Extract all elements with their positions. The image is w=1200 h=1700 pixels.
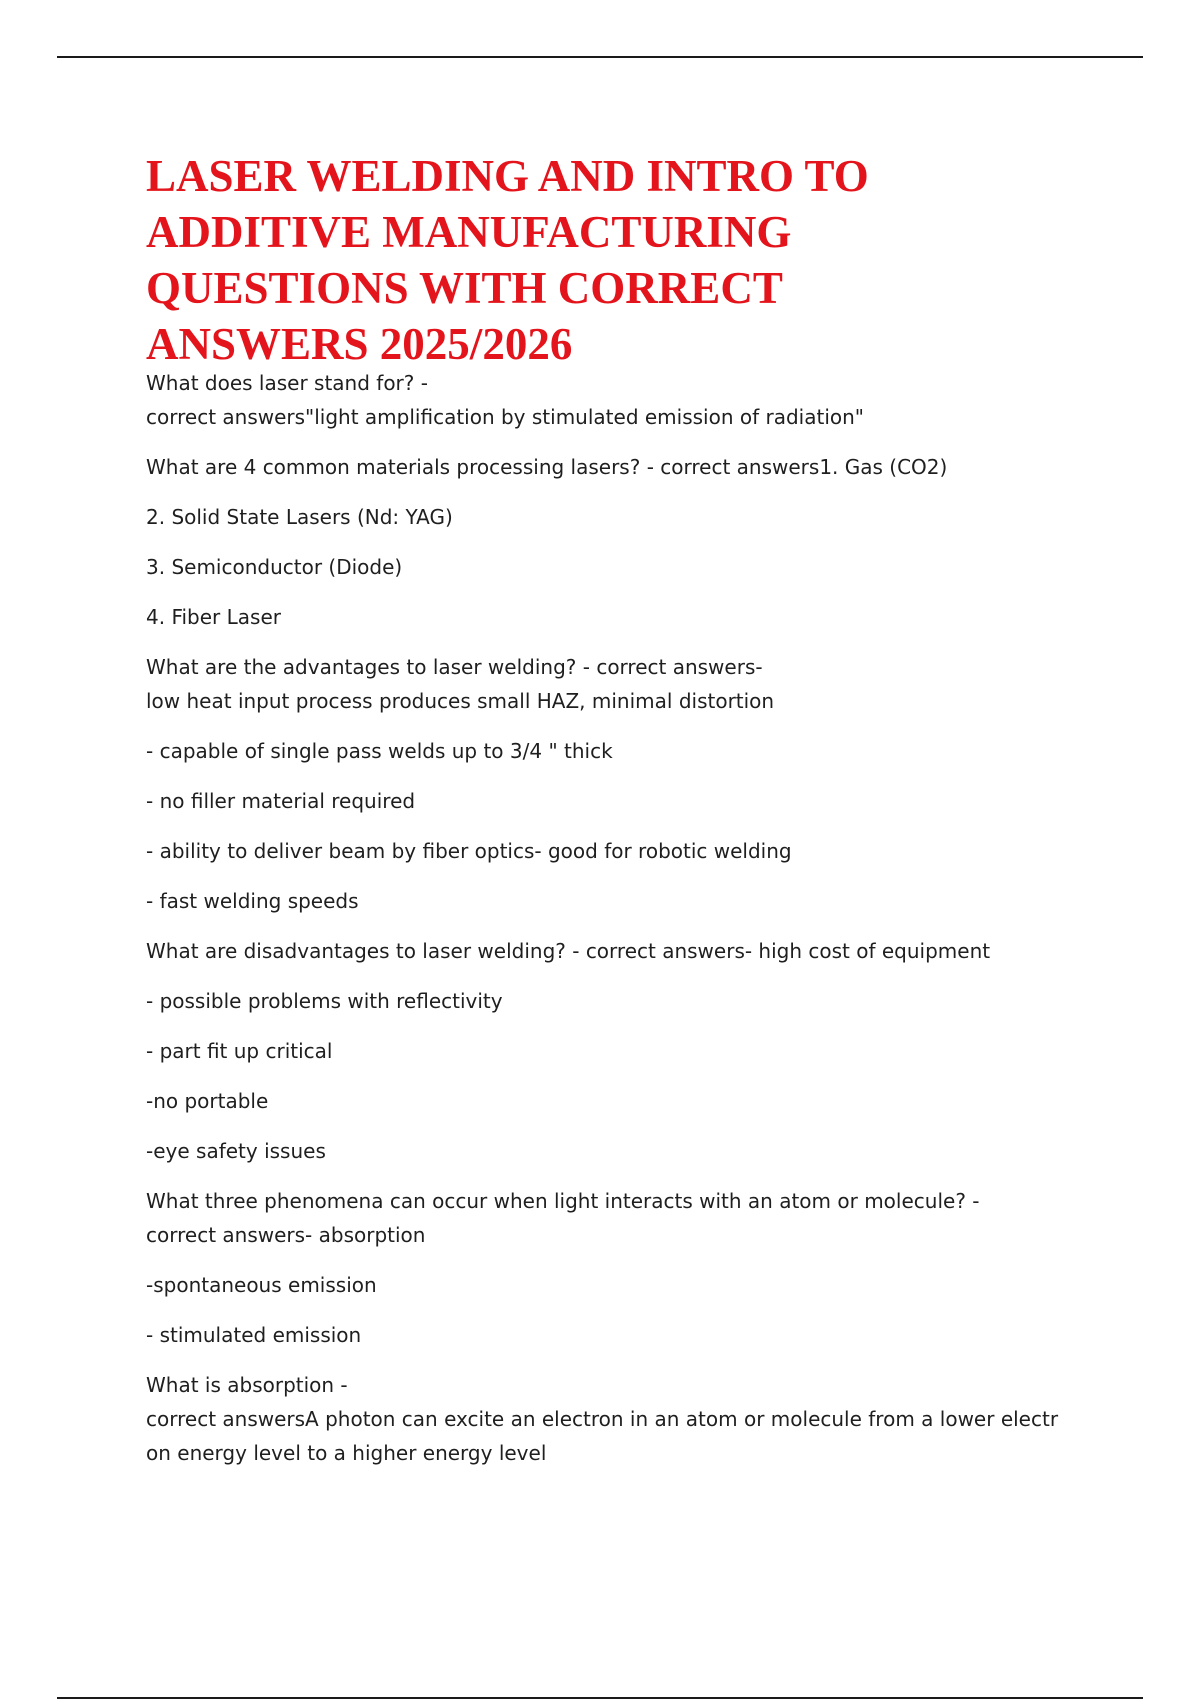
text-line: What are disadvantages to laser welding? - correct answers- high cost of equipment [146, 939, 991, 963]
qa-entry [146, 934, 1086, 968]
text-line: -no portable [146, 1089, 269, 1113]
title-line: ADDITIVE MANUFACTURING [146, 207, 792, 257]
text-line: 2. Solid State Lasers (Nd: YAG) [146, 505, 453, 529]
text-line: What three phenomena can occur when light interacts with an atom or molecule? - [146, 1189, 980, 1213]
text-line: - capable of single pass welds up to 3/4 " thick [146, 739, 613, 763]
text-line: - part fit up critical [146, 1039, 333, 1063]
text-line: - no filler material required [146, 789, 416, 813]
qa-entry [146, 1034, 1086, 1068]
qa-entry [146, 734, 1086, 768]
qa-entry [146, 984, 1086, 1018]
qa-entry [146, 784, 1086, 818]
text-line: -eye safety issues [146, 1139, 326, 1163]
qa-entry [146, 884, 1086, 918]
qa-entry [146, 500, 1086, 534]
text-line: - possible problems with reflectivity [146, 989, 503, 1013]
text-line: correct answersA photon can excite an electron in an atom or molecule from a lower electr [146, 1407, 1059, 1431]
title-line: ANSWERS 2025/2026 [146, 319, 573, 369]
text-line: -spontaneous emission [146, 1273, 377, 1297]
qa-entry [146, 650, 1086, 718]
qa-entry [146, 450, 1086, 484]
qa-entry [146, 600, 1086, 634]
text-line: What are 4 common materials processing lasers? - correct answers1. Gas (CO2) [146, 455, 948, 479]
qa-entry [146, 366, 1086, 434]
qa-entry [146, 1134, 1086, 1168]
qa-entry [146, 1368, 1086, 1470]
text-line: correct answers- absorption [146, 1223, 426, 1247]
text-line: correct answers"light amplification by stimulated emission of radiation" [146, 405, 865, 429]
text-line: on energy level to a higher energy level [146, 1441, 547, 1465]
text-line: What does laser stand for? - [146, 371, 428, 395]
text-line: 4. Fiber Laser [146, 605, 281, 629]
text-line: 3. Semiconductor (Diode) [146, 555, 403, 579]
qa-entry [146, 1268, 1086, 1302]
text-line: What are the advantages to laser welding? - correct answers- [146, 655, 763, 679]
qa-entry [146, 1318, 1086, 1352]
bottom-rule [57, 1697, 1143, 1699]
title-line: QUESTIONS WITH CORRECT [146, 263, 783, 313]
text-line: - stimulated emission [146, 1323, 362, 1347]
top-rule [57, 56, 1143, 58]
qa-entry [146, 834, 1086, 868]
qa-entry [146, 1084, 1086, 1118]
text-line: - fast welding speeds [146, 889, 359, 913]
text-line: What is absorption - [146, 1373, 348, 1397]
title-line: LASER WELDING AND INTRO TO [146, 151, 869, 201]
qa-entry [146, 1184, 1086, 1252]
text-line: low heat input process produces small HAZ, minimal distortion [146, 689, 775, 713]
document-body [146, 366, 1086, 1486]
qa-entry [146, 550, 1086, 584]
document-title [146, 148, 1046, 372]
text-line: - ability to deliver beam by fiber optics- good for robotic welding [146, 839, 792, 863]
